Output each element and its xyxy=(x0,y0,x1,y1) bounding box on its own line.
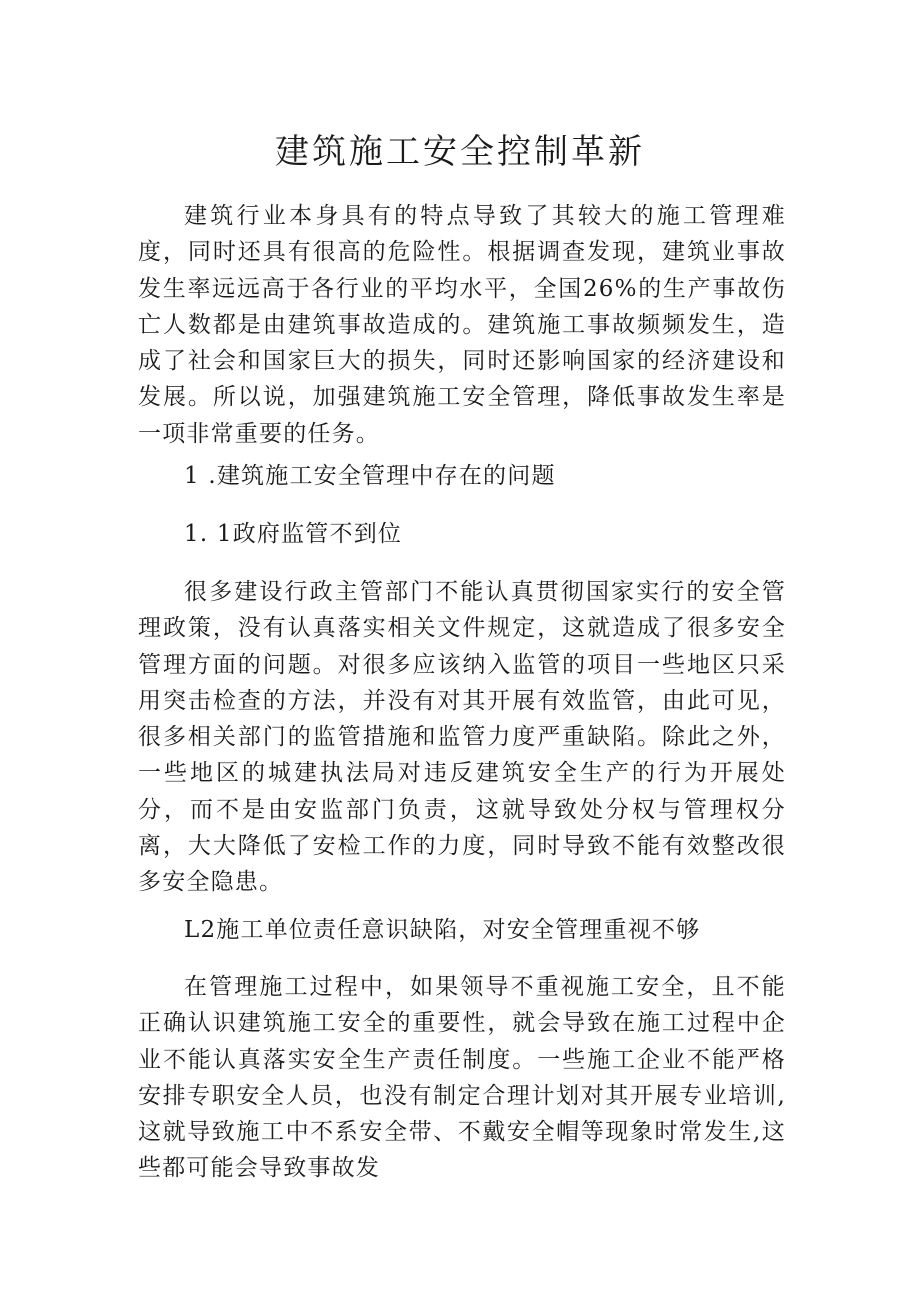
section-heading-1: 1 .建筑施工安全管理中存在的问题 xyxy=(184,463,556,489)
subsection-heading-1-1: 1. 1政府监管不到位 xyxy=(184,521,403,547)
government-supervision-paragraph: 很多建设行政主管部门不能认真贯彻国家实行的安全管理政策，没有认真落实相关文件规定，这就造成了很多安全管理方面的问题。对很多应该纳入监管的项目一些地区只采用突击检查的方法，并没有对其开展有效监管，由此可见，很多相关部门的监管措施和监管力度严重缺陷。除此之外，一些地区的城建执法局对违反建筑安全生产的行为开展处分，而不是由安监部门负责，这就导致处分权与管理权分离，大大降低了安检工作的力度，同时导致不能有效整改很多安全隐患。 xyxy=(138,579,786,896)
intro-paragraph: 建筑行业本身具有的特点导致了其较大的施工管理难度，同时还具有很高的危险性。根据调查发现，建筑业事故发生率远远高于各行业的平均水平，全国26%的生产事故伤亡人数都是由建筑事故造成的。建筑施工事故频频发生，造成了社会和国家巨大的损失，同时还影响国家的经济建设和发展。所以说，加强建筑施工安全管理，降低事故发生率是一项非常重要的任务。 xyxy=(138,203,786,447)
subsection-heading-1-2: L2施工单位责任意识缺陷，对安全管理重视不够 xyxy=(184,917,701,943)
document-title: 建筑施工安全控制革新 xyxy=(275,132,645,172)
construction-unit-paragraph: 在管理施工过程中，如果领导不重视施工安全，且不能正确认识建筑施工安全的重要性，就会导致在施工过程中企业不能认真落实安全生产责任制度。一些施工企业不能严格安排专职安全人员，也没有制定合理计划对其开展专业培训,这就导致施工中不系安全带、不戴安全帽等现象时常发生,这些都可能会导致事故发 xyxy=(138,974,786,1182)
